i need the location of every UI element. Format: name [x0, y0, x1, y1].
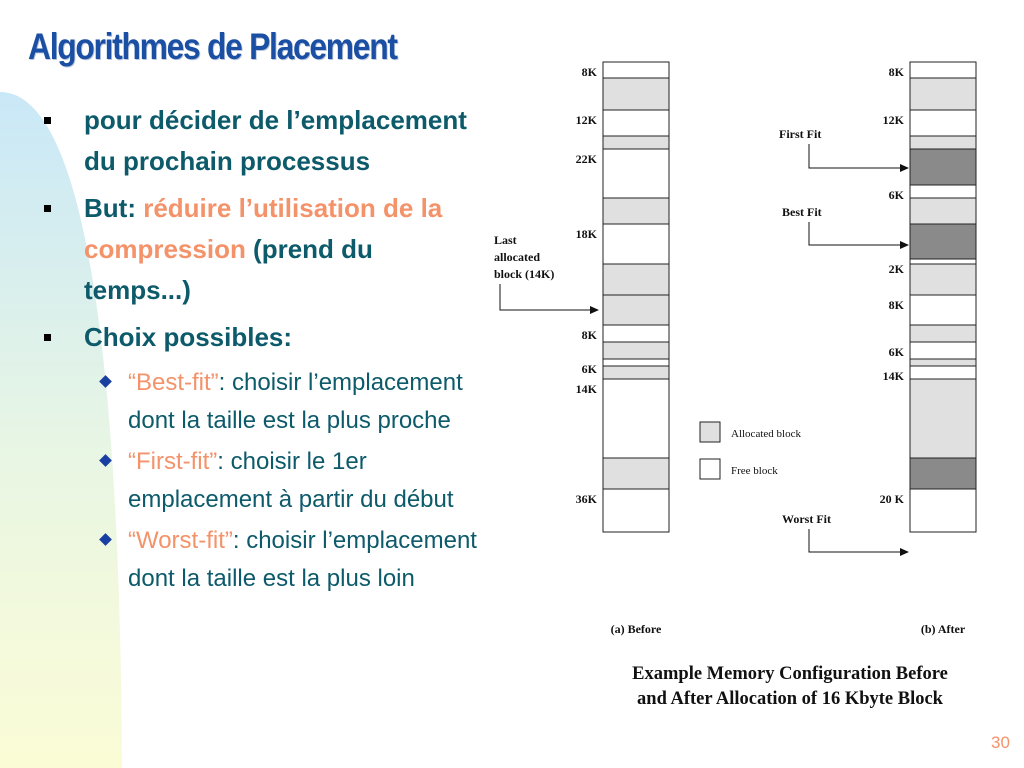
memory-allocation-diagram: [480, 52, 1024, 722]
before-block-free: [603, 325, 669, 342]
before-block-alloc: [603, 136, 669, 149]
square-bullet-icon: [44, 117, 51, 124]
bullet-text: pour décider de l’emplacement du prochain processus: [84, 105, 467, 176]
after-block-free: [910, 110, 976, 136]
bullet-highlight: réduire l’utilisation de la compression: [84, 193, 443, 264]
bullet-text: Choix possibles:: [84, 322, 293, 352]
sub-bullet-desc: : choisir le 1er emplacement à partir du début: [128, 448, 454, 513]
after-block-free: [910, 342, 976, 359]
after-block-new: [910, 149, 976, 185]
legend-allocated-label: Allocated block: [731, 428, 801, 440]
before-size-label: 14K: [575, 382, 597, 396]
diamond-bullet-icon: [99, 533, 112, 546]
sub-bullet-term: “First-fit”: [128, 448, 218, 475]
arrowhead-icon: [590, 306, 599, 314]
best-fit-label: Best Fit: [782, 205, 822, 219]
before-block-free: [603, 489, 669, 532]
sub-bullet-desc: : choisir l’emplacement dont la taille est la plus proche: [128, 369, 463, 434]
after-block-free: [910, 489, 976, 532]
legend-allocated-swatch: [700, 422, 720, 442]
after-column-label: (b) After: [920, 622, 966, 636]
after-size-label: 2K: [888, 262, 904, 276]
diamond-bullet-icon: [99, 454, 112, 467]
bullet-prefix: But:: [84, 193, 144, 223]
bullet-goal: [38, 188, 478, 311]
page-number: 30: [991, 733, 1010, 752]
legend-free-label: Free block: [731, 465, 778, 477]
legend-free-swatch: [700, 459, 720, 479]
square-bullet-icon: [44, 334, 51, 341]
before-block-free: [603, 110, 669, 136]
after-block-alloc: [910, 264, 976, 295]
best-fit-arrow: [809, 222, 900, 245]
after-block-free: [910, 295, 976, 325]
after-block-free: [910, 185, 976, 198]
arrowhead-icon: [900, 164, 909, 172]
after-size-label: 6K: [888, 188, 904, 202]
after-block-new: [910, 458, 976, 489]
before-size-label: 12K: [575, 113, 597, 127]
last-allocated-label: block (14K): [494, 267, 555, 281]
before-block-free: [603, 379, 669, 458]
before-size-label: 36K: [575, 492, 597, 506]
after-size-label: 12K: [882, 113, 904, 127]
caption-line: and After Allocation of 16 Kbyte Block: [637, 689, 943, 709]
after-block-alloc: [910, 325, 976, 342]
last-allocated-arrow: [500, 284, 590, 310]
sub-bullet-desc: : choisir l’emplacement dont la taille est la plus loin: [128, 527, 477, 592]
before-size-label: 6K: [581, 362, 597, 376]
after-size-label: 8K: [888, 65, 904, 79]
before-block-free: [603, 149, 669, 198]
after-block-alloc: [910, 379, 976, 458]
after-block-new: [910, 224, 976, 259]
after-block-free: [910, 366, 976, 379]
before-size-label: 8K: [581, 65, 597, 79]
sub-bullet-best-fit: [88, 364, 478, 439]
first-fit-label: First Fit: [779, 127, 822, 141]
after-block-alloc: [910, 136, 976, 149]
square-bullet-icon: [44, 205, 51, 212]
after-size-label: 8K: [888, 298, 904, 312]
before-size-label: 22K: [575, 152, 597, 166]
before-block-alloc: [603, 198, 669, 224]
before-block-alloc: [603, 366, 669, 379]
worst-fit-arrow: [809, 529, 900, 552]
after-size-label: 6K: [888, 345, 904, 359]
bullet-list: [38, 100, 478, 601]
bullet-purpose: [38, 100, 478, 182]
before-size-label: 8K: [581, 328, 597, 342]
before-block-alloc: [603, 78, 669, 110]
before-block-alloc: [603, 295, 669, 325]
before-size-label: 18K: [575, 227, 597, 241]
after-size-label: 14K: [882, 369, 904, 383]
worst-fit-label: Worst Fit: [782, 512, 831, 526]
sub-bullet-worst-fit: [88, 522, 478, 597]
before-block-alloc: [603, 264, 669, 295]
slide-title: Algorithmes de Placement: [28, 26, 397, 67]
before-block-free: [603, 224, 669, 264]
before-column-label: (a) Before: [610, 622, 662, 636]
sub-bullet-term: “Worst-fit”: [128, 527, 233, 554]
bullet-suffix: (prend du temps...): [84, 234, 373, 305]
caption-line: Example Memory Configuration Before: [632, 664, 948, 684]
after-block-free: [910, 259, 976, 264]
sub-bullet-first-fit: [88, 443, 478, 518]
after-size-label: 20 K: [879, 492, 904, 506]
first-fit-arrow: [809, 144, 900, 168]
after-block-free: [910, 62, 976, 78]
diamond-bullet-icon: [99, 375, 112, 388]
arrowhead-icon: [900, 548, 909, 556]
before-block-free: [603, 359, 669, 366]
arrowhead-icon: [900, 241, 909, 249]
after-block-alloc: [910, 78, 976, 110]
before-block-free: [603, 62, 669, 78]
sub-bullet-term: “Best-fit”: [128, 369, 219, 396]
after-block-alloc: [910, 359, 976, 366]
bullet-choices: [38, 317, 478, 358]
diagram-caption: [585, 662, 995, 712]
last-allocated-label: allocated: [494, 250, 540, 264]
before-block-alloc: [603, 458, 669, 489]
before-block-alloc: [603, 342, 669, 359]
after-block-alloc: [910, 198, 976, 224]
last-allocated-label: Last: [494, 233, 517, 247]
